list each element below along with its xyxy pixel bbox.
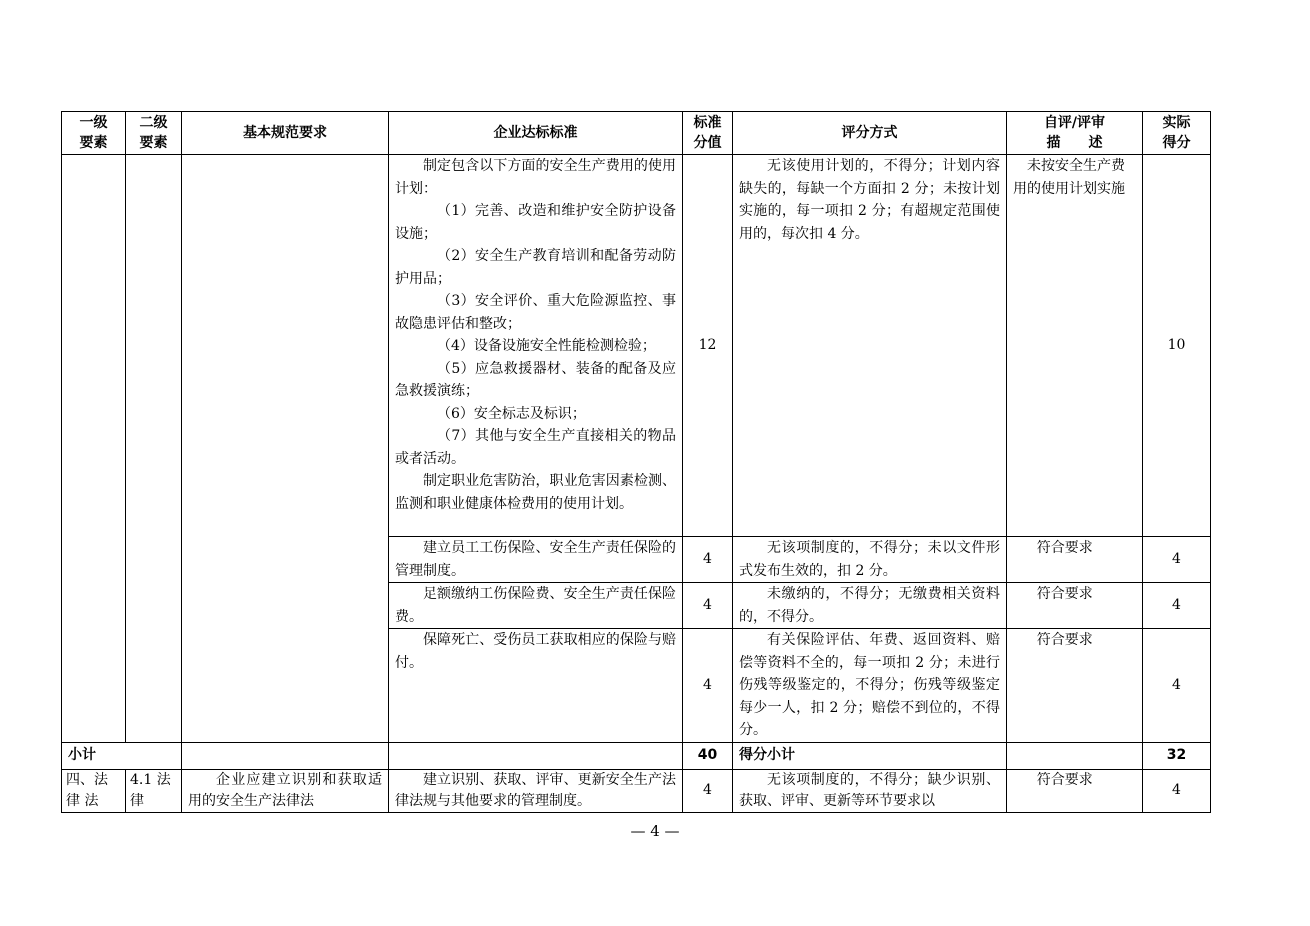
standard-cell: [389, 583, 683, 629]
method-cell: [733, 629, 1007, 743]
standard-cell: [389, 629, 683, 743]
method-cell: [733, 583, 1007, 629]
method-text: 未缴纳的，不得分；无缴费相关资料的，不得分。: [739, 586, 1000, 625]
standard-text: 建立识别、获取、评审、更新安全生产法律法规与其他要求的管理制度。: [395, 771, 676, 809]
method-text: 无该使用计划的，不得分；计划内容缺失的，每缺一个方面扣 2 分；未按计划实施的，每一项扣 2 分；有超规定范围使用的，每次扣 4 分。: [739, 158, 1000, 242]
actual-score: 4: [1143, 537, 1211, 583]
header-actual: 实际 得分: [1143, 112, 1211, 155]
method-text: 无该项制度的，不得分；未以文件形式发布生效的，扣 2 分。: [739, 540, 1000, 579]
header-description: 自评/评审 描 述: [1007, 112, 1143, 155]
standard-text: 制定职业危害防治，职业危害因素检测、监测和职业健康体检费用的使用计划。: [395, 473, 676, 512]
standard-text: 建立员工工伤保险、安全生产责任保险的管理制度。: [395, 540, 676, 579]
score-value: 4: [683, 537, 733, 583]
standard-text: （1）完善、改造和维护安全防护设备设施；: [395, 203, 676, 242]
score-value: 4: [683, 583, 733, 629]
level2-cell: 4.1 法律: [126, 769, 182, 812]
standard-text: （4）设备设施安全性能检测检验；: [437, 338, 656, 354]
header-row: [62, 112, 1211, 155]
subtotal-empty: [389, 742, 683, 769]
subtotal-row: [62, 742, 1211, 769]
level1-cell-empty: [62, 155, 126, 743]
subtotal-empty: [182, 742, 389, 769]
requirement-text: 企业应建立识别和获取适用的安全生产法律法: [188, 771, 382, 809]
score-value: 4: [683, 629, 733, 743]
level1-cell: 四、法律 法: [62, 769, 126, 812]
description-cell: 符合要求: [1007, 537, 1143, 583]
standard-cell: [389, 155, 683, 537]
method-cell: [733, 155, 1007, 537]
score-value: 12: [683, 155, 733, 537]
header-standard: 企业达标标准: [389, 112, 683, 155]
standard-cell: [389, 769, 683, 812]
table-row: [62, 155, 1211, 537]
standard-text: （7）其他与安全生产直接相关的物品或者活动。: [395, 428, 676, 467]
actual-score: 4: [1143, 629, 1211, 743]
method-text: 有关保险评估、年费、返回资料、赔偿等资料不全的，每一项扣 2 分；未进行伤残等级鉴定的，不得分；伤残等级鉴定每少一人，扣 2 分；赔偿不到位的，不得分。: [739, 632, 1000, 738]
subtotal-empty: [1007, 742, 1143, 769]
subtotal-method-label: 得分小计: [733, 742, 1007, 769]
standard-text: （3）安全评价、重大危险源监控、事故隐患评估和整改；: [395, 293, 676, 332]
actual-score: 4: [1143, 583, 1211, 629]
method-cell: [733, 769, 1007, 812]
standard-text: （2）安全生产教育培训和配备劳动防护用品；: [395, 248, 676, 287]
header-level2: 二级 要素: [126, 112, 182, 155]
subtotal-label: 小计: [62, 742, 182, 769]
scoring-table: [61, 111, 1211, 813]
score-value: 4: [683, 769, 733, 812]
standard-text: 制定包含以下方面的安全生产费用的使用计划：: [395, 158, 676, 197]
header-score: 标准 分值: [683, 112, 733, 155]
header-requirement: 基本规范要求: [182, 112, 389, 155]
requirement-cell: [182, 769, 389, 812]
description-cell: 符合要求: [1007, 629, 1143, 743]
requirement-cell-empty: [182, 155, 389, 743]
subtotal-score: 40: [683, 742, 733, 769]
description-cell: 符合要求: [1007, 769, 1143, 812]
actual-score: 10: [1143, 155, 1211, 537]
table-row: [62, 769, 1211, 812]
method-cell: [733, 537, 1007, 583]
header-method: 评分方式: [733, 112, 1007, 155]
level2-cell-empty: [126, 155, 182, 743]
standard-cell: [389, 537, 683, 583]
subtotal-actual: 32: [1143, 742, 1211, 769]
method-text: 无该项制度的，不得分；缺少识别、获取、评审、更新等环节要求以: [739, 771, 1000, 809]
standard-text: （5）应急救援器材、装备的配备及应急救援演练；: [395, 360, 676, 399]
page-number: — 4 —: [630, 822, 680, 840]
description-cell: 符合要求: [1007, 583, 1143, 629]
actual-score: 4: [1143, 769, 1211, 812]
description-cell: 未按安全生产费用的使用计划实施: [1007, 155, 1143, 537]
standard-text: （6）安全标志及标识；: [437, 405, 586, 422]
standard-text: 保障死亡、受伤员工获取相应的保险与赔付。: [395, 632, 676, 671]
standard-text: 足额缴纳工伤保险费、安全生产责任保险费。: [395, 586, 676, 625]
header-level1: 一级 要素: [62, 112, 126, 155]
